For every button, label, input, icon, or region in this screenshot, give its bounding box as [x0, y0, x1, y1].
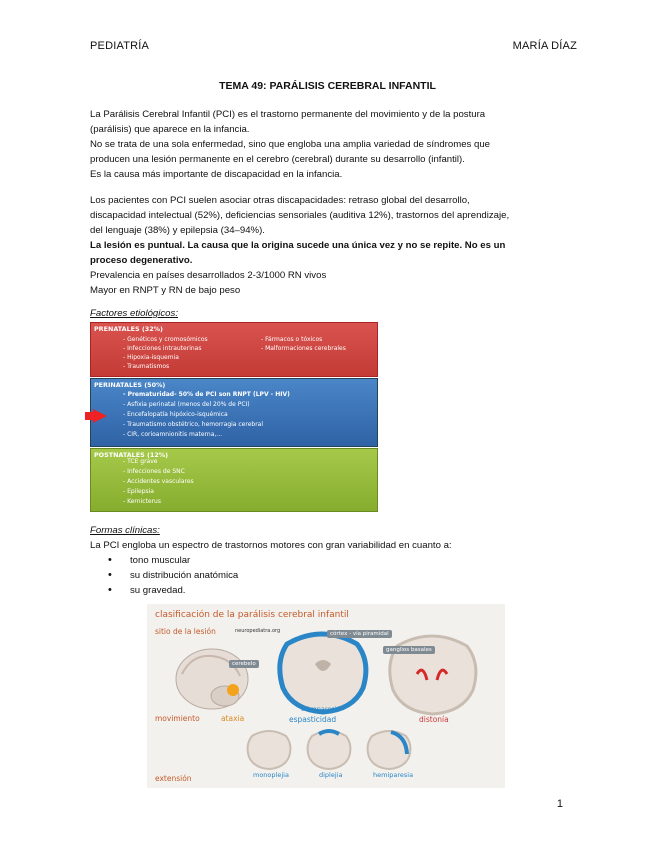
diplejia-label: diplejia: [319, 771, 343, 779]
distonia-label: distonía: [419, 715, 449, 724]
forms-list: [108, 553, 238, 598]
list-item: • su distribución anatómica: [108, 568, 238, 583]
intro-paragraph: [90, 107, 580, 182]
intro-line: Es la causa más importante de discapacidad en la infancia.: [90, 169, 343, 180]
sagittal-brain: [176, 649, 248, 709]
forms-heading: Formas clínicas:: [90, 525, 160, 536]
prevalence-line: Mayor en RNPT y RN de bajo peso: [90, 285, 241, 296]
intro-line: No se trata de una sola enfermedad, sino que engloba una amplia variedad de síndromes que: [90, 139, 491, 150]
postnatal-item: - TCE grave: [123, 458, 158, 465]
header-right: MARÍA DÍAZ: [512, 40, 577, 52]
intro-line: producen una lesión permanente en el cerebro (cerebral) durante su desarrollo (infantil).: [90, 154, 465, 165]
prenatal-item: - Fármacos o tóxicos: [261, 336, 323, 343]
perinatal-item: - Encefalopatía hipóxico-isquémica: [123, 411, 228, 418]
hemiparesia-label: hemiparesia: [373, 771, 414, 779]
pill-cortex: córtex - vía piramidal: [327, 630, 392, 638]
pill-ganglios: ganglios basales: [383, 646, 435, 654]
classification-title: clasificación de la parálisis cerebral infantil: [155, 610, 349, 620]
perinatal-title: PERINATALES (50%): [94, 381, 166, 389]
page-number: 1: [556, 798, 563, 810]
perinatal-item: - Prematuridad- 50% de PCI son RNPT (LPV - HIV): [123, 391, 290, 398]
coronal-brain-small: [248, 731, 411, 769]
tetraparesia-label: tetraparesia: [301, 705, 341, 713]
pill-cerebelo: cerebelo: [229, 660, 259, 668]
postnatal-title: POSTNATALES (12%): [94, 451, 169, 459]
classification-figure: [147, 604, 505, 788]
logo-text: neuropediatra.org: [235, 628, 281, 634]
perinatal-item: - CIR, corioamnionitis materna,...: [123, 431, 223, 438]
postnatal-item: - Epilepsia: [123, 488, 154, 495]
prenatal-item: - Traumatismos: [123, 363, 170, 370]
list-item: • su gravedad.: [108, 583, 238, 598]
assoc-line: Los pacientes con PCI suelen asociar otras discapacidades: retraso global del desarrollo,: [90, 195, 470, 206]
bold-note-line: La lesión es puntual. La causa que la origina sucede una única vez y no se repite. No es un: [90, 240, 506, 251]
factors-heading: Factores etiológicos:: [90, 308, 178, 319]
prenatal-title: PRENATALES (32%): [94, 325, 163, 333]
forms-intro: La PCI engloba un espectro de trastornos motores con gran variabilidad en cuanto a:: [90, 540, 452, 551]
perinatal-item: - Traumatismo obstétrico, hemorragia cerebral: [123, 421, 264, 428]
extension-label: extensión: [155, 774, 192, 783]
ataxia-label: ataxia: [221, 714, 245, 723]
arrow-tail: [85, 412, 93, 420]
bold-note-line: proceso degenerativo.: [90, 255, 193, 266]
page-title: TEMA 49: PARÁLISIS CEREBRAL INFANTIL: [219, 80, 436, 92]
intro-line: La Parálisis Cerebral Infantil (PCI) es el trastorno permanente del movimiento y de la postura: [90, 109, 486, 120]
associated-paragraph: [90, 193, 580, 298]
postnatal-item: - Infecciones de SNC: [123, 468, 185, 475]
coronal-brain-spastic: [280, 634, 366, 712]
list-item: • tono muscular: [108, 553, 238, 568]
prenatal-item: - Genéticos y cromosómicos: [123, 336, 208, 343]
assoc-line: del lenguaje (38%) y epilepsia (34–94%).: [90, 225, 265, 236]
prenatal-item: - Malformaciones cerebrales: [261, 345, 346, 352]
intro-line: (parálisis) que aparece en la infancia.: [90, 124, 250, 135]
monoplejia-label: monoplejia: [253, 771, 289, 779]
perinatal-item: - Asfixia perinatal (menos del 20% de PCI): [123, 401, 250, 408]
header-left: PEDIATRÍA: [90, 40, 150, 52]
etiology-table: [90, 322, 376, 510]
perinatal-band: [90, 378, 378, 447]
site-label: sitio de la lesión: [155, 627, 216, 636]
prenatal-item: - Hipoxia-isquemia: [123, 354, 179, 361]
postnatal-band: [90, 448, 378, 512]
prevalence-line: Prevalencia en países desarrollados 2-3/1000 RN vivos: [90, 270, 327, 281]
postnatal-item: - Kernicterus: [123, 498, 161, 505]
prenatal-band: [90, 322, 378, 377]
prenatal-item: - Infecciones intrauterinas: [123, 345, 202, 352]
postnatal-item: - Accidentes vasculares: [123, 478, 194, 485]
arrow-right-icon: [93, 409, 107, 423]
espasticidad-label: espasticidad: [289, 715, 337, 724]
assoc-line: discapacidad intelectual (52%), deficiencias sensoriales (auditiva 12%), trastornos del aprendizaje,: [90, 210, 510, 221]
movement-label: movimiento: [155, 714, 200, 723]
